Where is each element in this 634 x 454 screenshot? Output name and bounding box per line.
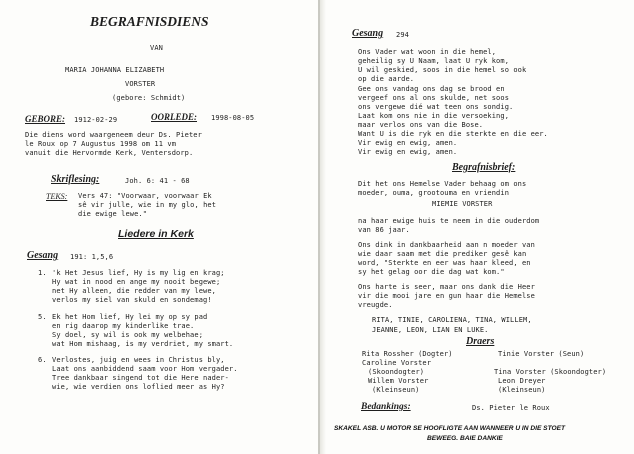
service-line: le Roux op 7 Augustus 1998 om 11 vm — [25, 140, 177, 148]
verse-number: 5. — [38, 313, 47, 321]
born-date: 1912-02-29 — [74, 116, 118, 124]
letter-line: word, "Sterkte en eer was haar kleed, en — [358, 259, 531, 267]
prayer-line: ons vergewe dié wat teen ons sondig. — [358, 103, 514, 111]
pallbearer: Caroline Vorster — [362, 359, 432, 367]
verse-line: Tree dankbaar singend tot die Here nader- — [52, 374, 229, 382]
pallbearers-heading: Draers — [466, 336, 495, 347]
born-label: GEBORE: — [25, 114, 66, 124]
letter-line: moeder, ouma, grootouma en vriendin — [358, 189, 510, 197]
hymn-ref: 191: 1,5,6 — [70, 253, 114, 261]
footer-notice-line: SKAKEL ASB. U MOTOR SE HOOFLIGTE AAN WANNEER U IN DIE STOET — [334, 425, 566, 432]
letter-line: vreugde. — [358, 301, 393, 309]
pallbearer: Tina Vorster (Skoondogter) — [494, 368, 607, 376]
pallbearer: Willem Vorster — [368, 377, 429, 385]
prayer-line: Vir ewig en ewig, amen. — [358, 139, 458, 147]
prayer-line: Laat kom ons nie in die versoeking, — [358, 112, 510, 120]
page-fold-shadow — [320, 0, 326, 454]
text-verse-line: Vers 47: "Voorwaar, voorwaar Ek — [78, 192, 212, 200]
letter-line: Ons harte is seer, maar ons dank die Heer — [358, 283, 535, 291]
thanks-label: Bedankings: — [361, 402, 411, 412]
verse-line: wat Hom mishaag, is my verdriet, my smart. — [52, 340, 234, 348]
verse-line: en rig daarop my kinderlike trae. — [52, 322, 195, 330]
prayer-line: Ons Vader wat woon in die hemel, — [358, 48, 497, 56]
verse-line: net Hy alleen, die redder van my lewe, — [52, 287, 216, 295]
funeral-letter-heading: Begrafnisbrief: — [452, 162, 516, 173]
verse-line: wie, wie verdien ons loflied meer as Hy? — [52, 383, 225, 391]
verse-line: Hy wat in nood en ange my nooit begewe; — [52, 278, 221, 286]
verse-line: Verlostes, juig en wees in Christus bly, — [52, 356, 225, 364]
letter-deceased-name: MIEMIE VORSTER — [432, 200, 493, 208]
program-title: BEGRAFNISDIENS — [90, 14, 209, 29]
maiden-name: (gebore: Schmidt) — [112, 94, 186, 102]
prayer-line: Want U is die ryk en die sterkte en die eer. — [358, 130, 548, 138]
prayer-hymn-ref: 294 — [396, 31, 409, 39]
verse-line: Sy doel, sy wil is ook my welbehae; — [52, 331, 204, 339]
pallbearer: Tinie Vorster (Seun) — [498, 350, 585, 358]
pallbearer-relation: (Kleinseun) — [498, 386, 546, 394]
verse-number: 1. — [38, 269, 47, 277]
prayer-line: op die aarde. — [358, 75, 415, 83]
letter-line: Dit het ons Hemelse Vader behaag om ons — [358, 180, 527, 188]
prayer-hymn-label: Gesang — [352, 28, 384, 39]
letter-line: vir die mooi jare en gun haar die Hemelse — [358, 292, 535, 300]
thanks-text: Ds. Pieter le Roux — [472, 404, 550, 412]
text-verse-line: sê vir julle, wie in my glo, het — [78, 201, 217, 209]
letter-line: Ons dink in dankbaarheid aan n moeder van — [358, 241, 535, 249]
prayer-line: maar verlos ons van die Bose. — [358, 121, 484, 129]
footer-notice-line: BEWEEG. BAIE DANKIE — [427, 435, 503, 442]
prayer-line: Gee ons vandag ons dag se brood en — [358, 85, 505, 93]
verse-line: verlos my siel van skuld en sondemag! — [52, 296, 212, 304]
pallbearer-relation: (Skoondogter) — [368, 368, 425, 376]
text-verse-line: die ewige lewe." — [78, 210, 148, 218]
deceased-surname: VORSTER — [125, 80, 156, 88]
prayer-line: Vir ewig en ewig, amen. — [358, 148, 458, 156]
prayer-line: U wil geskied, soos in die hemel so ook — [358, 66, 527, 74]
pallbearer: Leon Dreyer — [498, 377, 546, 385]
verse-line: Laat ons aanbiddend saam voor Hom vergader. — [52, 365, 238, 373]
service-line: vanuit die Hervormde Kerk, Ventersdorp. — [25, 149, 194, 157]
pallbearer: Rita Rossher (Dogter) — [362, 350, 453, 358]
prayer-line: vergeef ons al ons skulde, net soos — [358, 94, 510, 102]
letter-line: sy het gelag oor die dag wat kom." — [358, 268, 505, 276]
verse-number: 6. — [38, 356, 47, 364]
pallbearer-relation: (Kleinseun) — [372, 386, 420, 394]
letter-line: na haar ewige huis te neem in die ouderdom — [358, 217, 540, 225]
verse-line: Ek het Hom lief, Hy lei my op sy pad — [52, 313, 208, 321]
text-label: TEKS: — [46, 192, 68, 201]
died-date: 1998-08-05 — [211, 114, 255, 122]
letter-line: van 86 jaar. — [358, 226, 410, 234]
verse-line: 'k Het Jesus lief, Hy is my lig en krag; — [52, 269, 225, 277]
letter-line: wie daar saam met die prediker gesê kan — [358, 250, 527, 258]
scripture-label: Skriflesing: — [51, 174, 100, 185]
hymn-label: Gesang — [27, 250, 59, 261]
scripture-ref: Joh. 6: 41 - 68 — [125, 177, 190, 185]
van-label: VAN — [150, 44, 163, 52]
service-line: Die diens word waargeneem deur Ds. Pieter — [25, 131, 202, 139]
prayer-line: geheilig sy U Naam, laat U ryk kom, — [358, 57, 510, 65]
family-line: JEANNE, LEON, LIAN EN LUKE. — [372, 326, 489, 334]
deceased-name: MARIA JOHANNA ELIZABETH — [65, 66, 165, 74]
family-line: RITA, TINIE, CAROLIENA, TINA, WILLEM, — [372, 316, 532, 324]
died-label: OORLEDE: — [151, 112, 198, 122]
church-songs-heading: Liedere in Kerk — [118, 228, 194, 240]
